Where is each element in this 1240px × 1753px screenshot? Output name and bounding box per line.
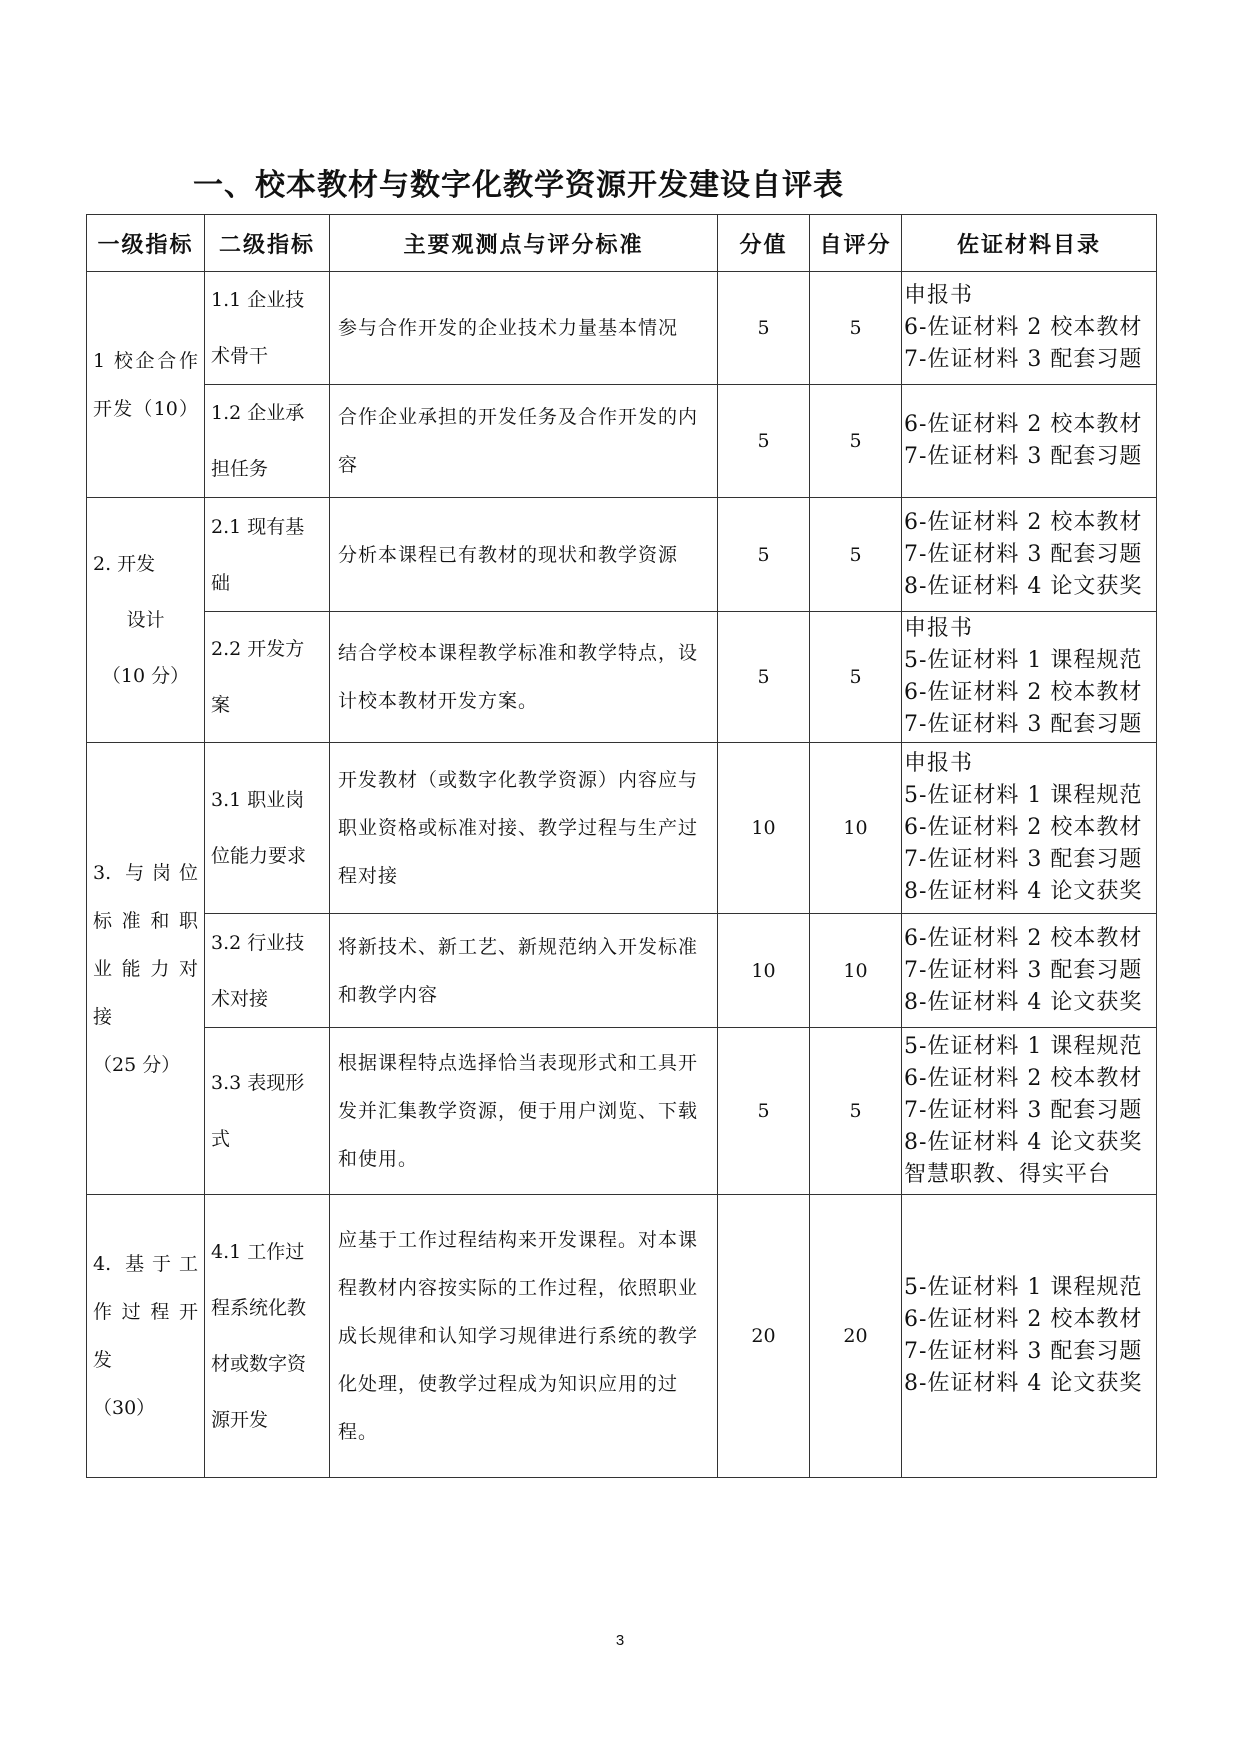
score-cell: 5 (718, 498, 810, 612)
self-score-cell: 10 (810, 914, 902, 1028)
table-row (87, 743, 1157, 914)
level2-cell: 2.1 现有基础 (205, 498, 330, 612)
evidence-cell: 6-佐证材料 2 校本教材 7-佐证材料 3 配套习题 (902, 385, 1157, 498)
score-cell: 5 (718, 612, 810, 743)
self-score-cell: 20 (810, 1195, 902, 1478)
self-score-cell: 5 (810, 1028, 902, 1195)
criteria-cell: 分析本课程已有教材的现状和教学资源 (330, 498, 718, 612)
evidence-cell: 6-佐证材料 2 校本教材 7-佐证材料 3 配套习题 8-佐证材料 4 论文获奖 (902, 498, 1157, 612)
evidence-cell: 6-佐证材料 2 校本教材 7-佐证材料 3 配套习题 8-佐证材料 4 论文获奖 (902, 914, 1157, 1028)
self-score-cell: 5 (810, 612, 902, 743)
table-header-row (87, 215, 1157, 272)
evidence-cell: 申报书 6-佐证材料 2 校本教材 7-佐证材料 3 配套习题 (902, 272, 1157, 385)
table-row (87, 914, 1157, 1028)
table-row (87, 385, 1157, 498)
criteria-cell: 根据课程特点选择恰当表现形式和工具开发并汇集教学资源，便于用户浏览、下载和使用。 (330, 1028, 718, 1195)
score-cell: 5 (718, 385, 810, 498)
criteria-cell: 开发教材（或数字化教学资源）内容应与职业资格或标准对接、教学过程与生产过程对接 (330, 743, 718, 914)
header-evidence: 佐证材料目录 (902, 215, 1157, 272)
level2-cell: 4.1 工作过程系统化教材或数字资源开发 (205, 1195, 330, 1478)
self-score-cell: 5 (810, 498, 902, 612)
evidence-cell: 申报书 5-佐证材料 1 课程规范 6-佐证材料 2 校本教材 7-佐证材料 3 配套习题 8-佐证材料 4 论文获奖 (902, 743, 1157, 914)
header-level2: 二级指标 (205, 215, 330, 272)
criteria-cell: 将新技术、新工艺、新规范纳入开发标准和教学内容 (330, 914, 718, 1028)
self-score-cell: 10 (810, 743, 902, 914)
self-score-cell: 5 (810, 385, 902, 498)
page-title: 一、校本教材与数字化教学资源开发建设自评表 (193, 168, 844, 203)
level2-cell: 3.3 表现形式 (205, 1028, 330, 1195)
table-row (87, 1195, 1157, 1478)
criteria-cell: 参与合作开发的企业技术力量基本情况 (330, 272, 718, 385)
self-evaluation-table (86, 214, 1157, 1478)
criteria-cell: 结合学校本课程教学标准和教学特点，设计校本教材开发方案。 (330, 612, 718, 743)
level1-cell: 4. 基于工 作过程开 发 （30） (87, 1195, 205, 1478)
evidence-cell: 5-佐证材料 1 课程规范 6-佐证材料 2 校本教材 7-佐证材料 3 配套习题 8-佐证材料 4 论文获奖 智慧职教、得实平台 (902, 1028, 1157, 1195)
criteria-cell: 应基于工作过程结构来开发课程。对本课程教材内容按实际的工作过程，依照职业成长规律和认知学习规律进行系统的教学化处理，使教学过程成为知识应用的过程。 (330, 1195, 718, 1478)
evidence-cell: 5-佐证材料 1 课程规范 6-佐证材料 2 校本教材 7-佐证材料 3 配套习题 8-佐证材料 4 论文获奖 (902, 1195, 1157, 1478)
table-row (87, 612, 1157, 743)
level2-cell: 2.2 开发方案 (205, 612, 330, 743)
header-score: 分值 (718, 215, 810, 272)
score-cell: 10 (718, 914, 810, 1028)
criteria-cell: 合作企业承担的开发任务及合作开发的内容 (330, 385, 718, 498)
level1-cell: 2. 开发 设计 （10 分） (87, 498, 205, 743)
score-cell: 20 (718, 1195, 810, 1478)
table-row (87, 1028, 1157, 1195)
score-cell: 10 (718, 743, 810, 914)
level2-cell: 1.1 企业技术骨干 (205, 272, 330, 385)
table-row (87, 498, 1157, 612)
score-cell: 5 (718, 1028, 810, 1195)
header-level1: 一级指标 (87, 215, 205, 272)
level2-cell: 3.2 行业技术对接 (205, 914, 330, 1028)
level2-cell: 3.1 职业岗位能力要求 (205, 743, 330, 914)
page-number: 3 (615, 1632, 625, 1649)
level2-cell: 1.2 企业承担任务 (205, 385, 330, 498)
score-cell: 5 (718, 272, 810, 385)
table-row (87, 272, 1157, 385)
header-self-score: 自评分 (810, 215, 902, 272)
level1-cell: 3. 与岗位 标准和职 业能力对 接 （25 分） (87, 743, 205, 1195)
self-score-cell: 5 (810, 272, 902, 385)
header-criteria: 主要观测点与评分标准 (330, 215, 718, 272)
level1-cell: 1 校企合作 开发（10） (87, 272, 205, 498)
evidence-cell: 申报书 5-佐证材料 1 课程规范 6-佐证材料 2 校本教材 7-佐证材料 3 配套习题 (902, 612, 1157, 743)
